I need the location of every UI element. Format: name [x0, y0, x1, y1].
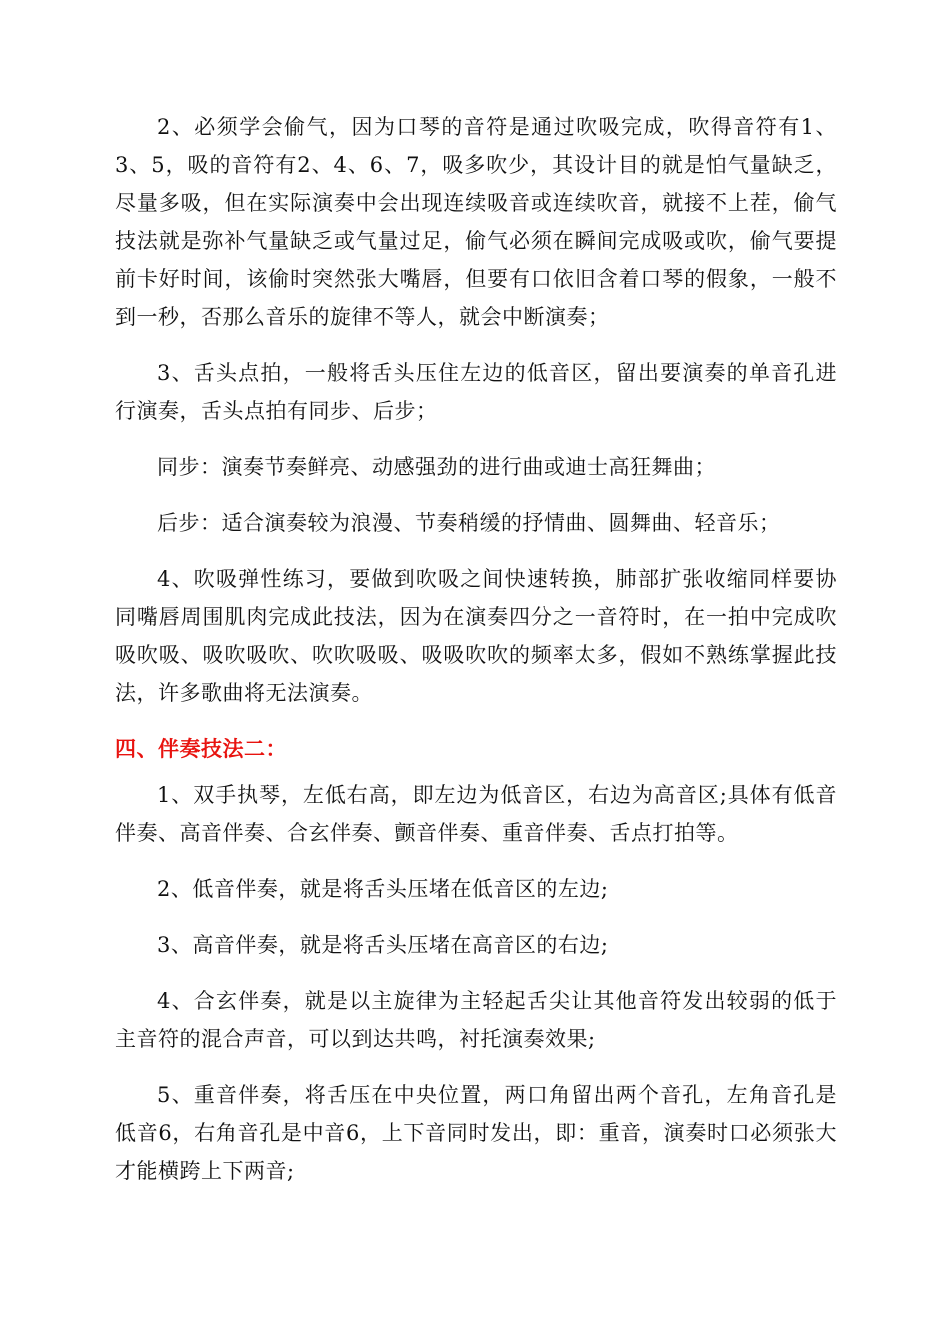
paragraph-treble-accompaniment: 3、高音伴奏，就是将舌头压堵在高音区的右边;	[157, 933, 609, 957]
paragraph-breath-elasticity: 4、吹吸弹性练习，要做到吹吸之间快速转换，肺部扩张收缩同样要协同嘴唇周围肌肉完成此技法，因为在演奏四分之一音符时，在一拍中完成吹吸吹吸、吸吹吸吹、吹吹吸吸、吸吸吹吹的频率太多，假如不熟练掌握此技法，许多歌曲将无法演奏。	[115, 567, 837, 705]
paragraph-accent-accompaniment: 5、重音伴奏，将舌压在中央位置，两口角留出两个音孔，左角音孔是低音6，右角音孔是中音6，上下音同时发出，即：重音，演奏时口必须张大才能横跨上下两音;	[115, 1083, 837, 1183]
paragraph-bass-accompaniment: 2、低音伴奏，就是将舌头压堵在低音区的左边;	[157, 877, 609, 901]
paragraph-post-step: 后步：适合演奏较为浪漫、节奏稍缓的抒情曲、圆舞曲、轻音乐；	[157, 511, 781, 535]
paragraph-tongue-beat: 3、舌头点拍，一般将舌头压住左边的低音区，留出要演奏的单音孔进行演奏，舌头点拍有同步、后步；	[115, 361, 837, 423]
paragraph-chord-accompaniment: 4、合玄伴奏，就是以主旋律为主轻起舌尖让其他音符发出较弱的低于主音符的混合声音，可以到达共鸣，衬托演奏效果;	[115, 989, 837, 1051]
paragraph-breath-stealing: 2、必须学会偷气，因为口琴的音符是通过吹吸完成，吹得音符有1、3、5，吸的音符有2、4、6、7，吸多吹少，其设计目的就是怕气量缺乏，尽量多吸，但在实际演奏中会出现连续吸音或连续吹音，就接不上茬，偷气技法就是弥补气量缺乏或气量过足，偷气必须在瞬间完成吸或吹，偷气要提前卡好时间，该偷时突然张大嘴唇，但要有口依旧含着口琴的假象，一般不到一秒，否那么音乐的旋律不等人，就会中断演奏；	[115, 115, 837, 329]
document-body	[115, 108, 837, 1208]
paragraph-hold-harmonica: 1、双手执琴，左低右高，即左边为低音区，右边为高音区;具体有低音伴奏、高音伴奏、合玄伴奏、颤音伴奏、重音伴奏、舌点打拍等。	[115, 783, 837, 845]
paragraph-synchronous: 同步：演奏节奏鲜亮、动感强劲的进行曲或迪士高狂舞曲；	[157, 455, 716, 479]
section-heading-accompaniment: 四、伴奏技法二：	[115, 737, 287, 761]
